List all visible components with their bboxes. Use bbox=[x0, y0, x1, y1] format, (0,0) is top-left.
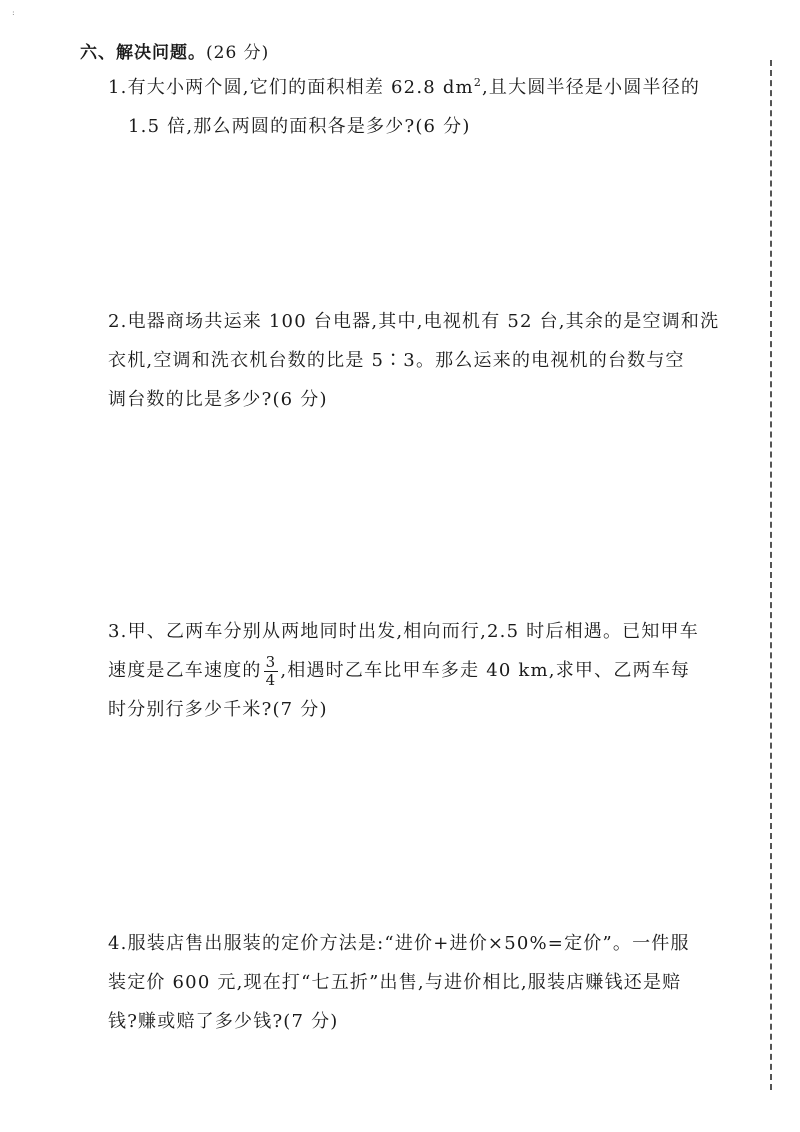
problem-1-unit-exponent: 2 bbox=[473, 76, 483, 89]
binding-margin-line bbox=[770, 60, 772, 1090]
problem-2-line-3: 调台数的比是多少?(6 分) bbox=[108, 389, 328, 410]
problem-1-line-1 bbox=[108, 68, 760, 107]
problem-2-line-1: 2.电器商场共运来 100 台电器,其中,电视机有 52 台,其余的是空调和洗 bbox=[108, 311, 720, 332]
problem-3-line-2-head: 速度是乙车速度的 bbox=[108, 660, 262, 681]
fraction bbox=[264, 654, 279, 689]
problem-2-line-2: 衣机,空调和洗衣机台数的比是 5∶3。那么运来的电视机的台数与空 bbox=[108, 350, 685, 371]
problem-4-line-2: 装定价 600 元,现在打“七五折”出售,与进价相比,服装店赚钱还是赔 bbox=[108, 972, 682, 993]
problem-1 bbox=[108, 68, 760, 146]
section-title-text: 六、解决问题。 bbox=[80, 43, 206, 63]
problem-2 bbox=[108, 302, 760, 419]
problem-3-line-1: 3.甲、乙两车分别从两地同时出发,相向而行,2.5 时后相遇。已知甲车 bbox=[108, 621, 699, 642]
fraction-denominator: 4 bbox=[265, 670, 277, 689]
problem-1-line-1-tail: ,且大圆半径是小圆半径的 bbox=[482, 77, 701, 98]
section-points: (26 分) bbox=[206, 43, 270, 63]
problem-3-line-2-tail: ,相遇时乙车比甲车多走 40 km,求甲、乙两车每 bbox=[280, 660, 691, 681]
problem-4-line-1: 4.服装店售出服装的定价方法是:“进价+进价×50%=定价”。一件服 bbox=[108, 933, 690, 954]
problem-1-line-2: 1.5 倍,那么两圆的面积各是多少?(6 分) bbox=[128, 116, 471, 137]
section-title bbox=[80, 38, 269, 63]
problem-1-line-1-head: 1.有大小两个圆,它们的面积相差 62.8 dm bbox=[108, 77, 474, 98]
problem-4 bbox=[108, 924, 760, 1041]
fraction-numerator: 3 bbox=[265, 652, 277, 671]
corner-mark: : bbox=[12, 8, 15, 17]
problem-3-line-2 bbox=[108, 651, 760, 690]
problem-3 bbox=[108, 612, 760, 729]
problem-4-line-3: 钱?赚或赔了多少钱?(7 分) bbox=[108, 1011, 339, 1032]
problem-3-line-3: 时分别行多少千米?(7 分) bbox=[108, 699, 328, 720]
